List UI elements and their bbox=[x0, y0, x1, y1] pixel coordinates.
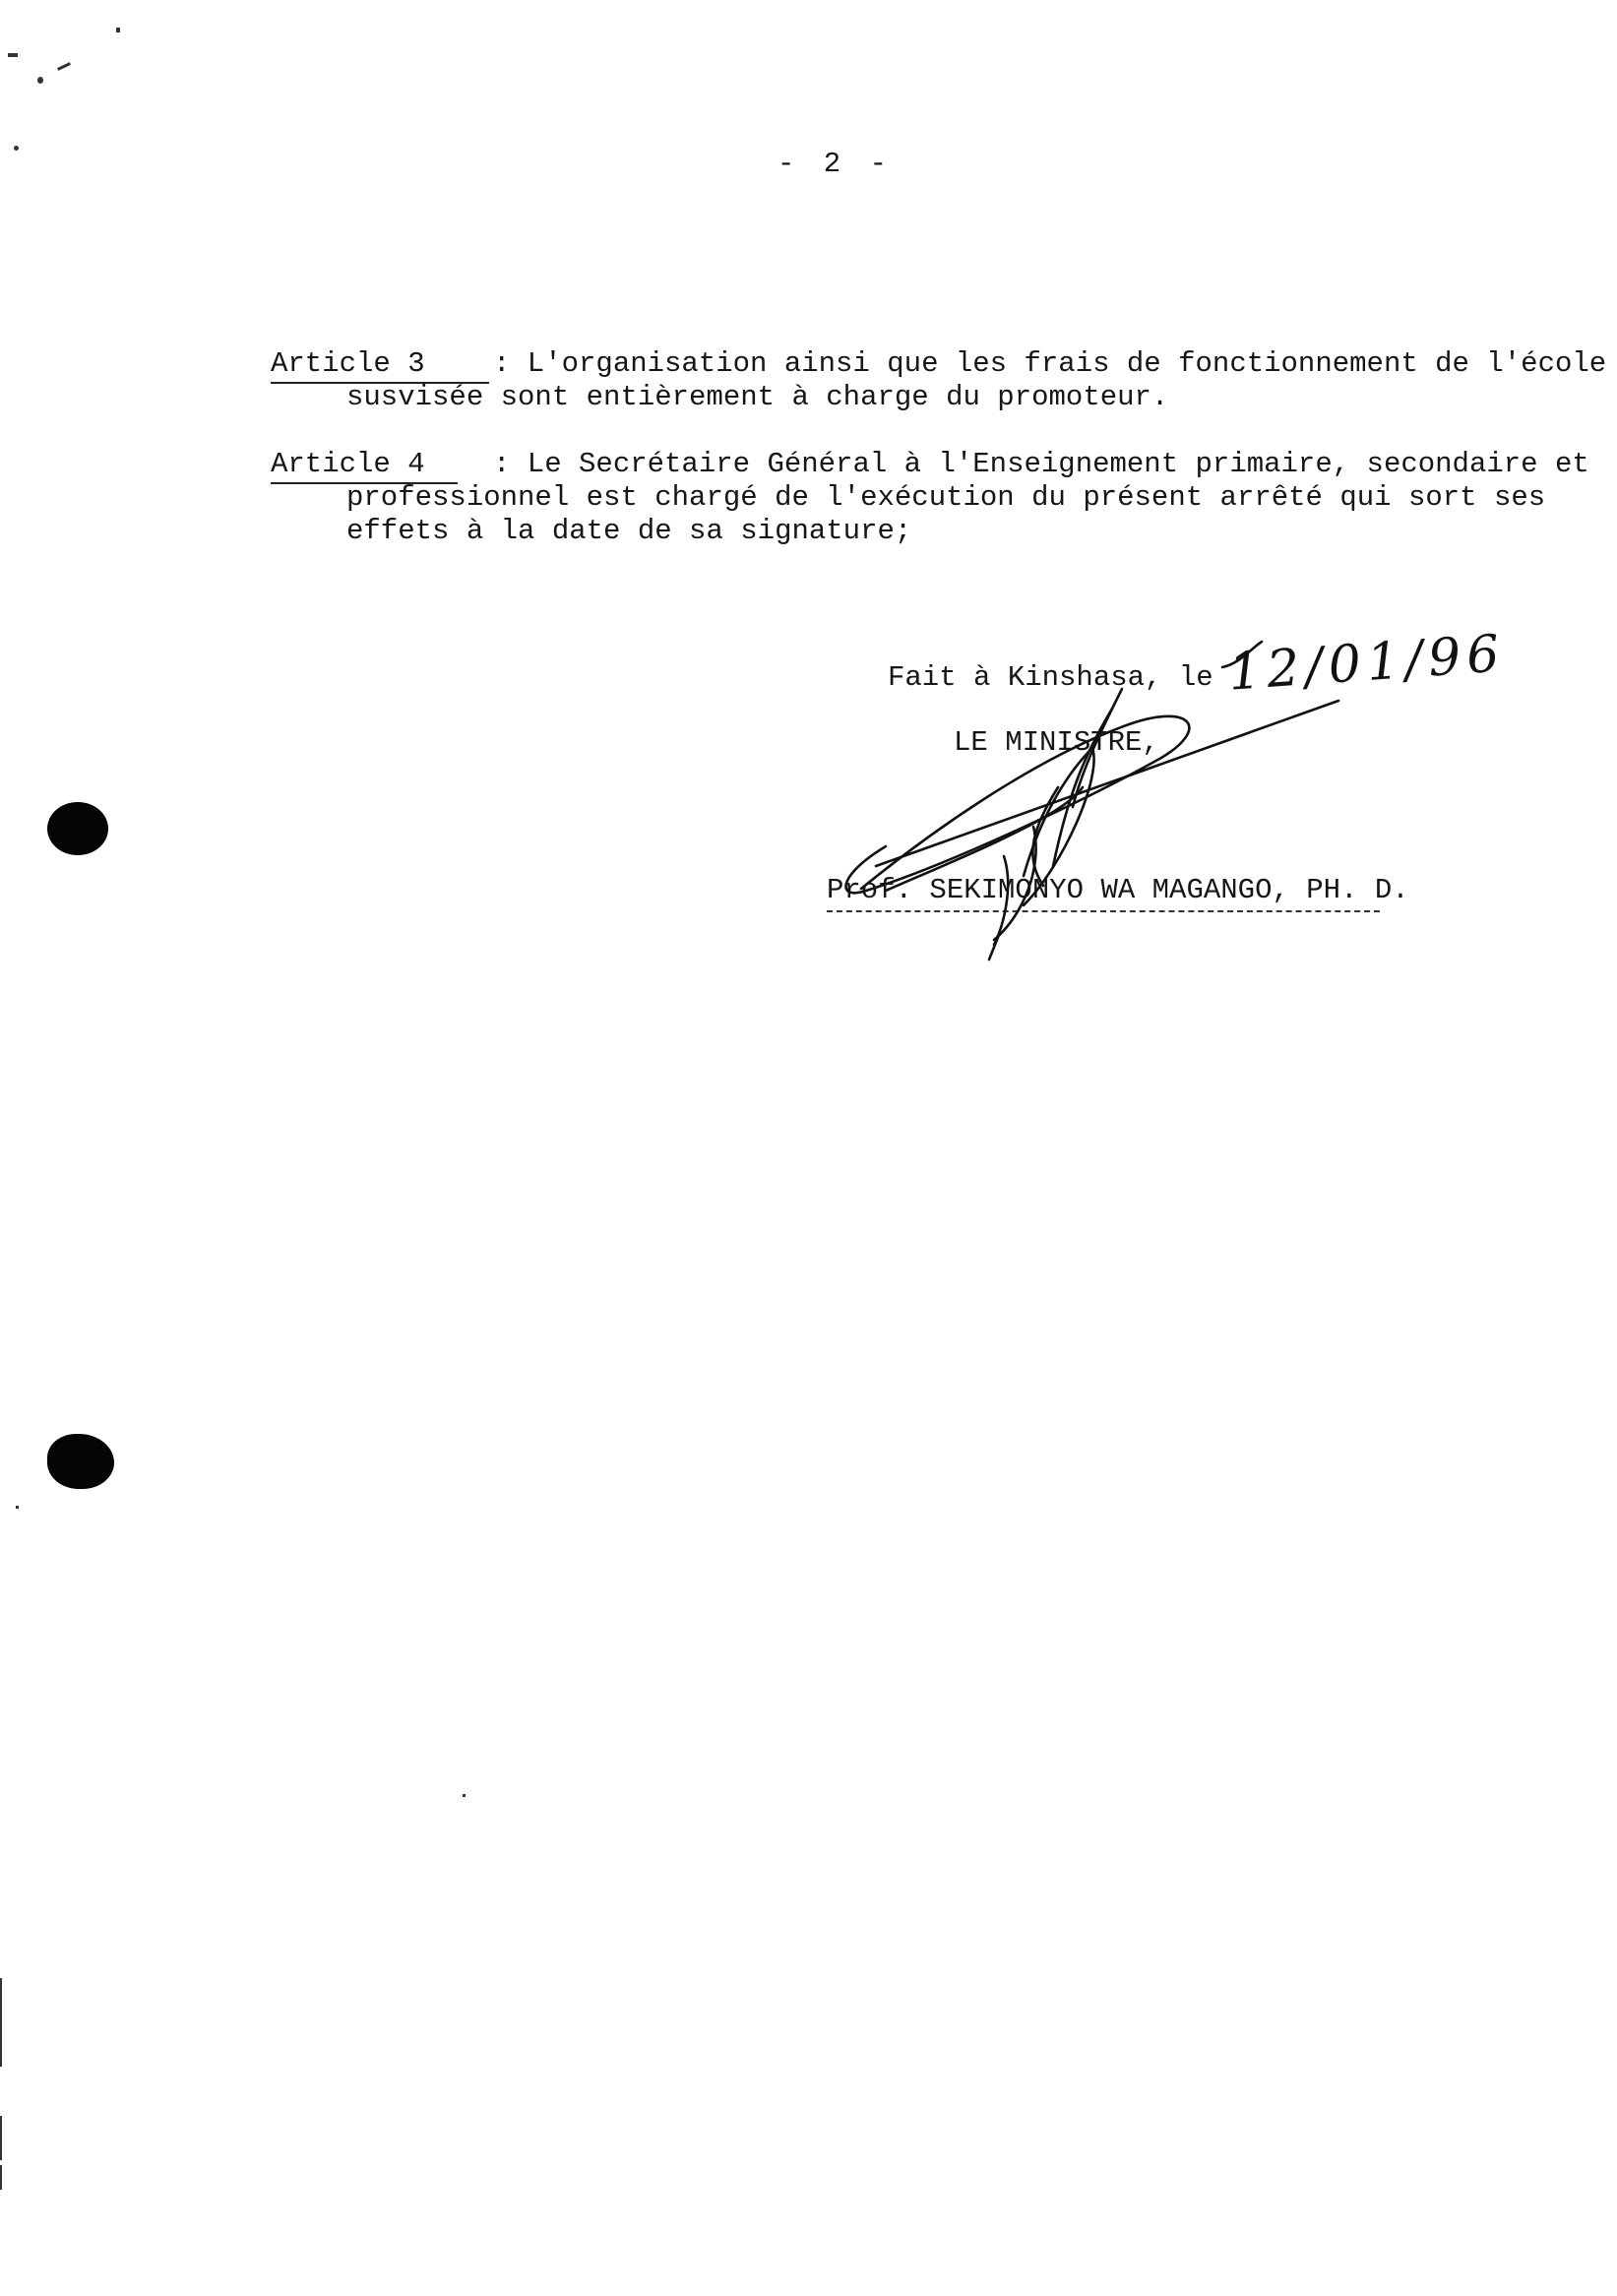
article-4-label: Article 4 bbox=[271, 448, 425, 480]
page-number: - 2 - bbox=[777, 148, 894, 180]
scan-edge-mark bbox=[0, 2165, 2, 2190]
article-3-line-1: : L'organisation ainsi que les frais de fonctionnement de l'école bbox=[493, 347, 1607, 380]
handwritten-date: 12/01/96 bbox=[1226, 624, 1508, 703]
scan-edge-mark bbox=[0, 1978, 2, 2067]
place-date: Fait à Kinshasa, le bbox=[888, 661, 1213, 694]
minister-title: LE MINISTRE, bbox=[954, 726, 1159, 759]
article-4-line-3: effets à la date de sa signature; bbox=[346, 515, 912, 547]
punch-hole-top bbox=[47, 802, 108, 855]
article-4-line-1: : Le Secrétaire Général à l'Enseignement primaire, secondaire et bbox=[493, 448, 1589, 480]
article-4-line-2: professionnel est chargé de l'exécution du présent arrêté qui sort ses bbox=[346, 481, 1546, 514]
scan-speck bbox=[16, 1506, 19, 1509]
scan-edge-mark bbox=[0, 2116, 2, 2160]
signatory-name: Prof. SEKIMONYO WA MAGANGO, PH. D. bbox=[827, 874, 1409, 906]
article-3-label: Article 3 bbox=[271, 347, 425, 380]
punch-hole-bottom bbox=[47, 1434, 114, 1489]
article-3-line-2: susvisée sont entièrement à charge du promoteur. bbox=[346, 381, 1169, 413]
scan-speck bbox=[463, 1794, 466, 1797]
